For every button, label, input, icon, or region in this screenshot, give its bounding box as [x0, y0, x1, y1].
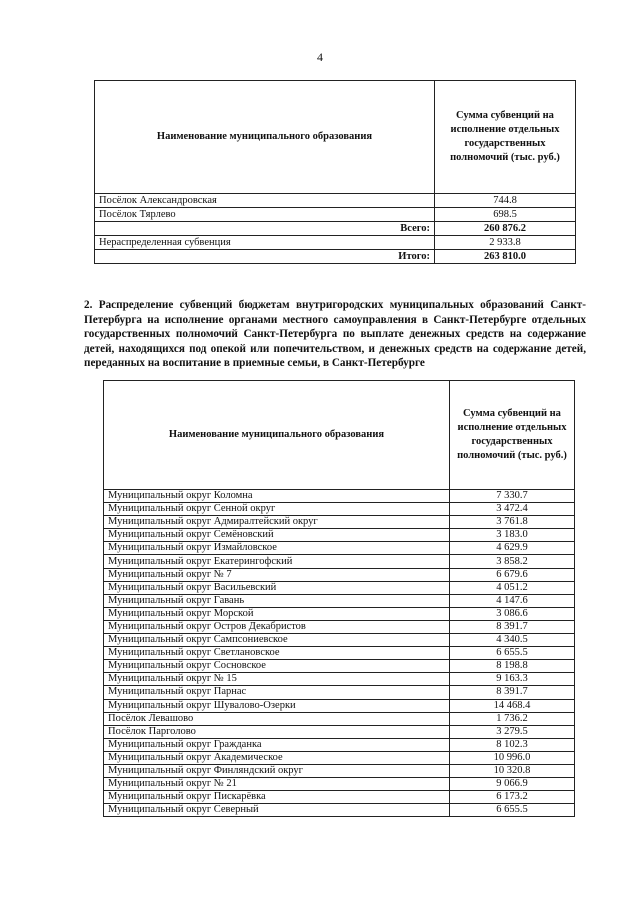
- subvention-amount: 4 051.2: [450, 581, 575, 594]
- municipality-name: Посёлок Тярлево: [95, 208, 435, 222]
- table-row: [104, 620, 575, 633]
- table-row: [104, 607, 575, 620]
- table-row: [104, 660, 575, 673]
- subvention-table-1: [94, 80, 576, 264]
- table-row: [104, 634, 575, 647]
- municipality-name: Муниципальный округ Екатерингофский: [104, 555, 450, 568]
- grand-total-value: 263 810.0: [435, 250, 576, 264]
- municipality-name: Муниципальный округ Сенной округ: [104, 503, 450, 516]
- subvention-amount: 698.5: [435, 208, 576, 222]
- table-row: [104, 725, 575, 738]
- municipality-name: Муниципальный округ Шувалово-Озерки: [104, 699, 450, 712]
- municipality-name: Муниципальный округ Морской: [104, 607, 450, 620]
- table-row: [104, 503, 575, 516]
- table-row: [104, 791, 575, 804]
- table-row: [95, 194, 576, 208]
- municipality-name: Муниципальный округ № 7: [104, 568, 450, 581]
- table-row: [104, 529, 575, 542]
- subvention-amount: 3 086.6: [450, 607, 575, 620]
- table-row: [95, 208, 576, 222]
- subvention-amount: 6 655.5: [450, 804, 575, 817]
- total-label: Всего:: [95, 222, 435, 236]
- undistributed-label: Нераспределенная субвенция: [95, 236, 435, 250]
- grand-total-row: [95, 250, 576, 264]
- undistributed-value: 2 933.8: [435, 236, 576, 250]
- municipality-name: Муниципальный округ Васильевский: [104, 581, 450, 594]
- municipality-name: Посёлок Парголово: [104, 725, 450, 738]
- municipality-name: Муниципальный округ Сосновское: [104, 660, 450, 673]
- table-row: [104, 712, 575, 725]
- subvention-amount: 9 066.9: [450, 778, 575, 791]
- subvention-table-2: [103, 380, 575, 817]
- municipality-name: Муниципальный округ Гавань: [104, 594, 450, 607]
- total-value: 260 876.2: [435, 222, 576, 236]
- municipality-name: Посёлок Александровская: [95, 194, 435, 208]
- table-row: [104, 738, 575, 751]
- municipality-name: Муниципальный округ Адмиралтейский округ: [104, 516, 450, 529]
- subvention-amount: 8 198.8: [450, 660, 575, 673]
- municipality-name: Муниципальный округ Гражданка: [104, 738, 450, 751]
- table-header: [104, 381, 575, 490]
- table-header: [95, 81, 576, 194]
- municipality-name: Муниципальный округ Коломна: [104, 490, 450, 503]
- table-row: [104, 555, 575, 568]
- subvention-amount: 3 761.8: [450, 516, 575, 529]
- municipality-name: Муниципальный округ Измайловское: [104, 542, 450, 555]
- subvention-amount: 8 391.7: [450, 686, 575, 699]
- header-name-column: Наименование муниципального образования: [95, 81, 435, 194]
- municipality-name: Муниципальный округ Финляндский округ: [104, 764, 450, 777]
- subvention-amount: 10 996.0: [450, 751, 575, 764]
- municipality-name: Муниципальный округ Парнас: [104, 686, 450, 699]
- subvention-amount: 10 320.8: [450, 764, 575, 777]
- subvention-amount: 6 173.2: [450, 791, 575, 804]
- municipality-name: Муниципальный округ Семёновский: [104, 529, 450, 542]
- table-row: [104, 581, 575, 594]
- table-row: [104, 568, 575, 581]
- table-row: [104, 594, 575, 607]
- subvention-amount: 4 340.5: [450, 634, 575, 647]
- subvention-amount: 744.8: [435, 194, 576, 208]
- grand-total-label: Итого:: [95, 250, 435, 264]
- header-value-column: Сумма субвенций на исполнение отдельных государственных полномочий (тыс. руб.): [450, 381, 575, 490]
- table-row: [104, 751, 575, 764]
- undistributed-row: [95, 236, 576, 250]
- table-row: [104, 804, 575, 817]
- municipality-name: Муниципальный округ Пискарёвка: [104, 791, 450, 804]
- subvention-amount: 14 468.4: [450, 699, 575, 712]
- subvention-amount: 9 163.3: [450, 673, 575, 686]
- section-heading: 2. Распределение субвенций бюджетам внутригородских муниципальных образований Санкт-Петербурга на исполнение органами местного самоуправления в Санкт-Петербурге отдельных государственных полномочий Санкт-Петербурга по выплате денежных средств на содержание детей, находящихся под опекой или попечительством, и денежных средств на содержание детей, переданных на воспитание в приемные семьи, в Санкт-Петербурге: [84, 299, 586, 369]
- municipality-name: Муниципальный округ Светлановское: [104, 647, 450, 660]
- header-value-column: Сумма субвенций на исполнение отдельных государственных полномочий (тыс. руб.): [435, 81, 576, 194]
- page-number: 4: [317, 50, 323, 64]
- subvention-amount: 6 655.5: [450, 647, 575, 660]
- header-name-column: Наименование муниципального образования: [104, 381, 450, 490]
- table-row: [104, 542, 575, 555]
- table-row: [104, 673, 575, 686]
- table-row: [104, 778, 575, 791]
- table-row: [104, 516, 575, 529]
- table-row: [104, 490, 575, 503]
- subvention-amount: 3 183.0: [450, 529, 575, 542]
- total-row: [95, 222, 576, 236]
- municipality-name: Муниципальный округ № 21: [104, 778, 450, 791]
- subvention-amount: 7 330.7: [450, 490, 575, 503]
- municipality-name: Муниципальный округ № 15: [104, 673, 450, 686]
- subvention-amount: 3 472.4: [450, 503, 575, 516]
- table-row: [104, 699, 575, 712]
- municipality-name: Посёлок Левашово: [104, 712, 450, 725]
- table-row: [104, 686, 575, 699]
- subvention-amount: 3 279.5: [450, 725, 575, 738]
- subvention-amount: 3 858.2: [450, 555, 575, 568]
- municipality-name: Муниципальный округ Северный: [104, 804, 450, 817]
- subvention-amount: 4 629.9: [450, 542, 575, 555]
- subvention-amount: 4 147.6: [450, 594, 575, 607]
- municipality-name: Муниципальный округ Остров Декабристов: [104, 620, 450, 633]
- municipality-name: Муниципальный округ Академическое: [104, 751, 450, 764]
- subvention-amount: 8 102.3: [450, 738, 575, 751]
- table-row: [104, 647, 575, 660]
- subvention-amount: 6 679.6: [450, 568, 575, 581]
- subvention-amount: 1 736.2: [450, 712, 575, 725]
- table-row: [104, 764, 575, 777]
- subvention-amount: 8 391.7: [450, 620, 575, 633]
- municipality-name: Муниципальный округ Сампсониевское: [104, 634, 450, 647]
